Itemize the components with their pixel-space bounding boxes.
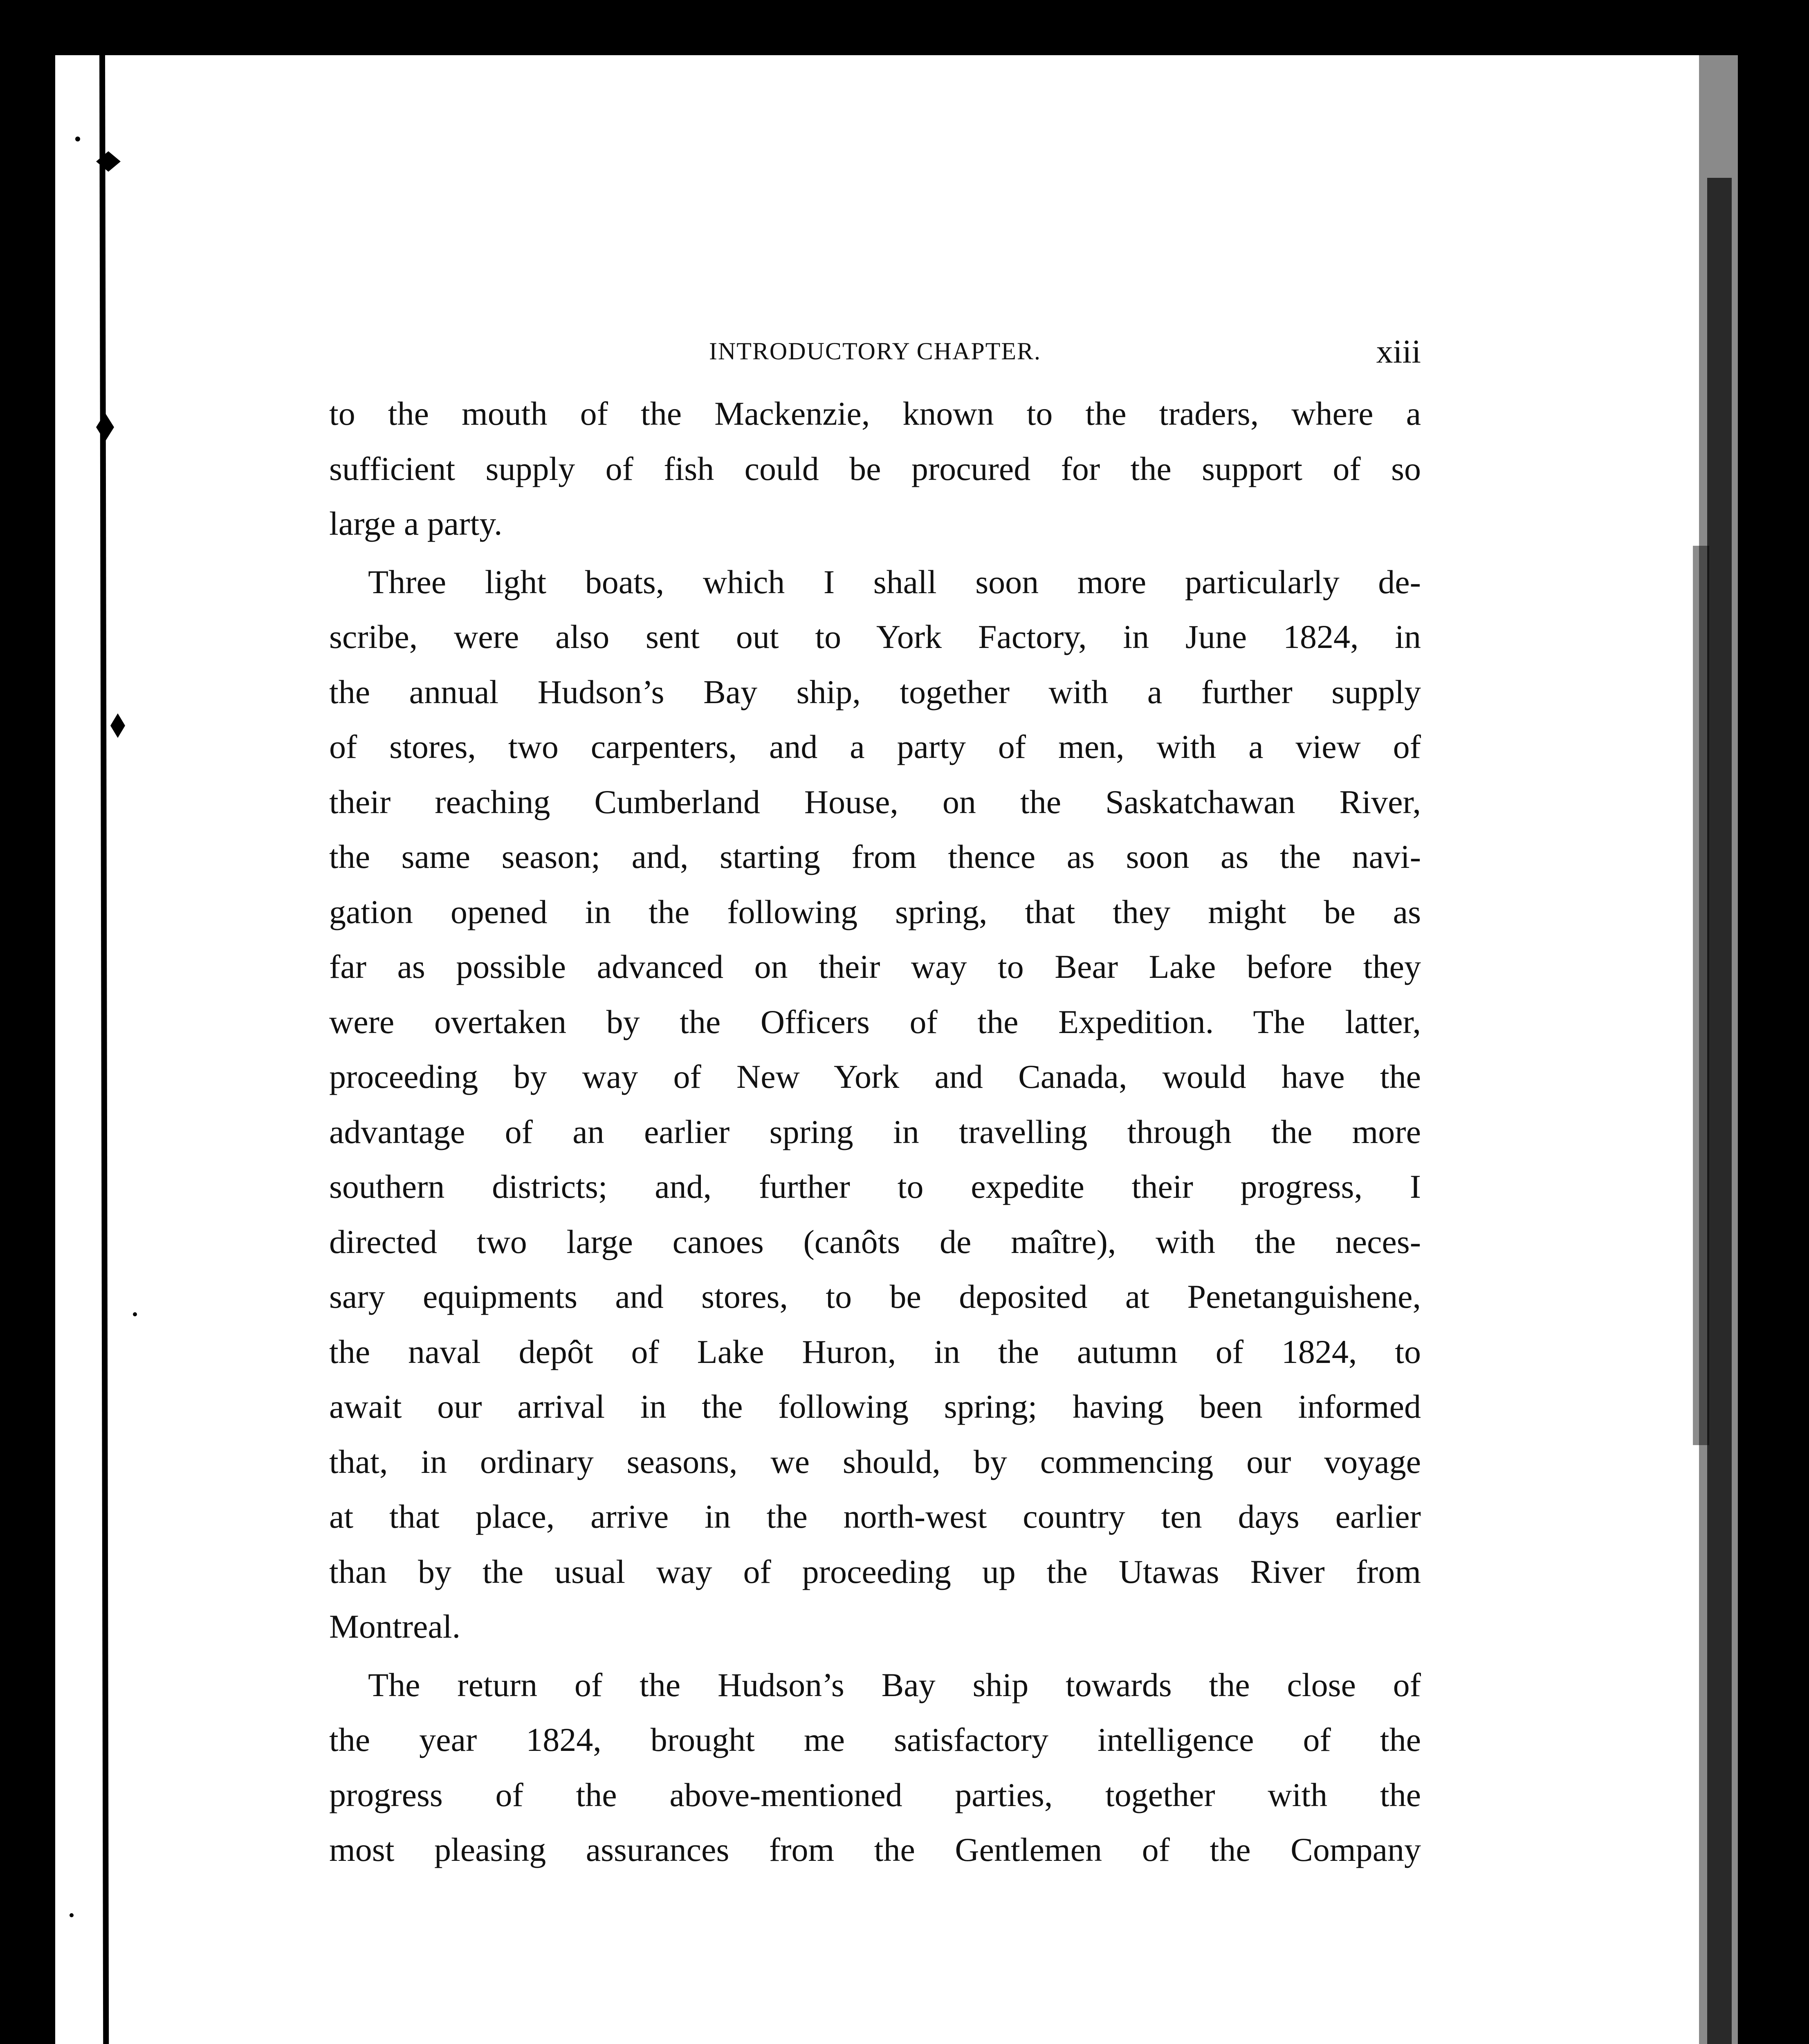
text-line: that, in ordinary seasons, we should, by commencing our voyage [329,1443,1421,1480]
page-number: xiii [1376,333,1421,370]
text-line: scribe, were also sent out to York Factory, in June 1824, in [329,618,1421,655]
text-line: proceeding by way of New York and Canada, would have the [329,1058,1421,1095]
book-page [55,55,1738,2044]
text-line: of stores, two carpenters, and a party of men, with a view of [329,728,1421,765]
binding-edge-marks [55,55,178,2044]
text-line: The return of the Hudson’s Bay ship towards the close of [368,1666,1421,1703]
text-line: await our arrival in the following spring; having been informed [329,1388,1421,1425]
text-line: the naval depôt of Lake Huron, in the autumn of 1824, to [329,1333,1421,1370]
paragraph [329,555,1421,1654]
text-line: their reaching Cumberland House, on the Saskatchawan River, [329,783,1421,820]
text-block [329,329,1421,1881]
text-line: far as possible advanced on their way to Bear Lake before they [329,948,1421,985]
paragraph [329,1658,1421,1878]
text-line: to the mouth of the Mackenzie, known to the traders, where a [329,395,1421,432]
text-line: progress of the above-mentioned parties, together with the [329,1776,1421,1813]
text-line: sary equipments and stores, to be deposited at Penetanguishene, [329,1278,1421,1315]
paragraph [329,386,1421,551]
text-line: sufficient supply of fish could be procured for the support of so [329,450,1421,487]
text-line: directed two large canoes (canôts de maître), with the neces- [329,1223,1421,1260]
text-line: the year 1824, brought me satisfactory intelligence of the [329,1721,1421,1758]
text-line: Three light boats, which I shall soon more particularly de- [368,563,1421,601]
text-line: southern districts; and, further to expedite their progress, I [329,1168,1421,1205]
text-line: at that place, arrive in the north-west country ten days earlier [329,1498,1421,1535]
text-line: large a party. [329,505,503,542]
chapter-title: INTRODUCTORY CHAPTER. [709,338,1041,365]
text-line: than by the usual way of proceeding up the Utawas River from [329,1553,1421,1590]
text-line: the annual Hudson’s Bay ship, together with a further supply [329,673,1421,710]
text-line: were overtaken by the Officers of the Expedition. The latter, [329,1003,1421,1040]
text-line: Montreal. [329,1608,461,1645]
running-head [329,329,1421,386]
text-line: most pleasing assurances from the Gentlemen of the Company [329,1831,1421,1868]
text-line: gation opened in the following spring, that they might be as [329,893,1421,930]
text-line: the same season; and, starting from thence as soon as the navi- [329,838,1421,875]
text-line: advantage of an earlier spring in travelling through the more [329,1113,1421,1150]
page-edge-shadow [1677,55,1738,2044]
